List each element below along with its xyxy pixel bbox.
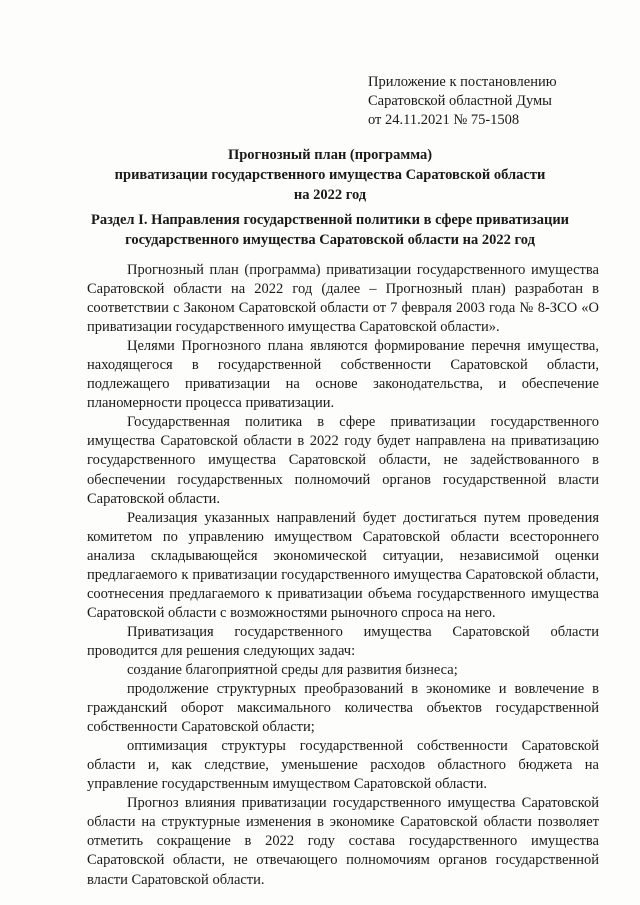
paragraph: Приватизация государственного имущества Саратовской области проводится для решения следующих задач: [87,623,599,659]
appendix-note [368,73,618,130]
paragraph: Прогноз влияния приватизации государственного имущества Саратовской области на структурные изменения в экономике Саратовской области позволяет отметить сокращение в 2022 году состава государственного имущества Саратовской области, не отвечающего полномочиям органов государственной власти Саратовской области. [87,795,599,888]
appendix-line-1: Приложение к постановлению [368,74,557,90]
appendix-line-3: от 24.11.2021 № 75-1508 [368,112,520,128]
title-line-3: на 2022 год [293,187,367,203]
document-title [60,145,600,205]
title-line-2: приватизации государственного имущества Саратовской области [114,167,546,183]
body-text [87,261,599,890]
section-line-2: государственного имущества Саратовской области на 2022 год [125,232,535,248]
paragraph: продолжение структурных преобразований в экономике и вовлечение в гражданский оборот максимального количества объектов государственной собственности Саратовской области; [87,681,599,736]
paragraph: Государственная политика в сфере приватизации государственного имущества Саратовской области в 2022 году будет направлена на приватизацию государственного имущества Саратовской области, не задействованного в обеспечении государственных полномочий органов государственной власти Саратовской области. [87,414,599,507]
paragraph: Реализация указанных направлений будет достигаться путем проведения комитетом по управлению имуществом Саратовской области всестороннего анализа складывающейся экономической ситуации, независимой оценки предлагаемого к приватизации государственного имущества Саратовской области, соотнесения предлагаемого к приватизации объема государственного имущества Саратовской области с возможностями рыночного спроса на него. [87,509,599,621]
section-line-1: Раздел I. Направления государственной политики в сфере приватизации [90,212,570,228]
section-heading [70,210,590,250]
paragraph: Прогнозный план (программа) приватизации государственного имущества Саратовской области на 2022 год (далее – Прогнозный план) разработан в соответствии с Законом Саратовской области от 7 февраля 2003 года № 8-ЗСО «О приватизации государственного имущества Саратовской области». [87,262,599,336]
title-line-1: Прогнозный план (программа) [227,147,433,163]
paragraph: создание благоприятной среды для развития бизнеса; [127,661,458,678]
appendix-line-2: Саратовской областной Думы [368,93,552,109]
paragraph: оптимизация структуры государственной собственности Саратовской области и, как следствие, уменьшение расходов областного бюджета на управление государственным имуществом Саратовской области. [87,738,599,793]
paragraph: Целями Прогнозного плана являются формирование перечня имущества, находящегося в государственной собственности Саратовской области, подлежащего приватизации на основе законодательства, и обеспечение планомерности процесса приватизации. [87,338,599,412]
